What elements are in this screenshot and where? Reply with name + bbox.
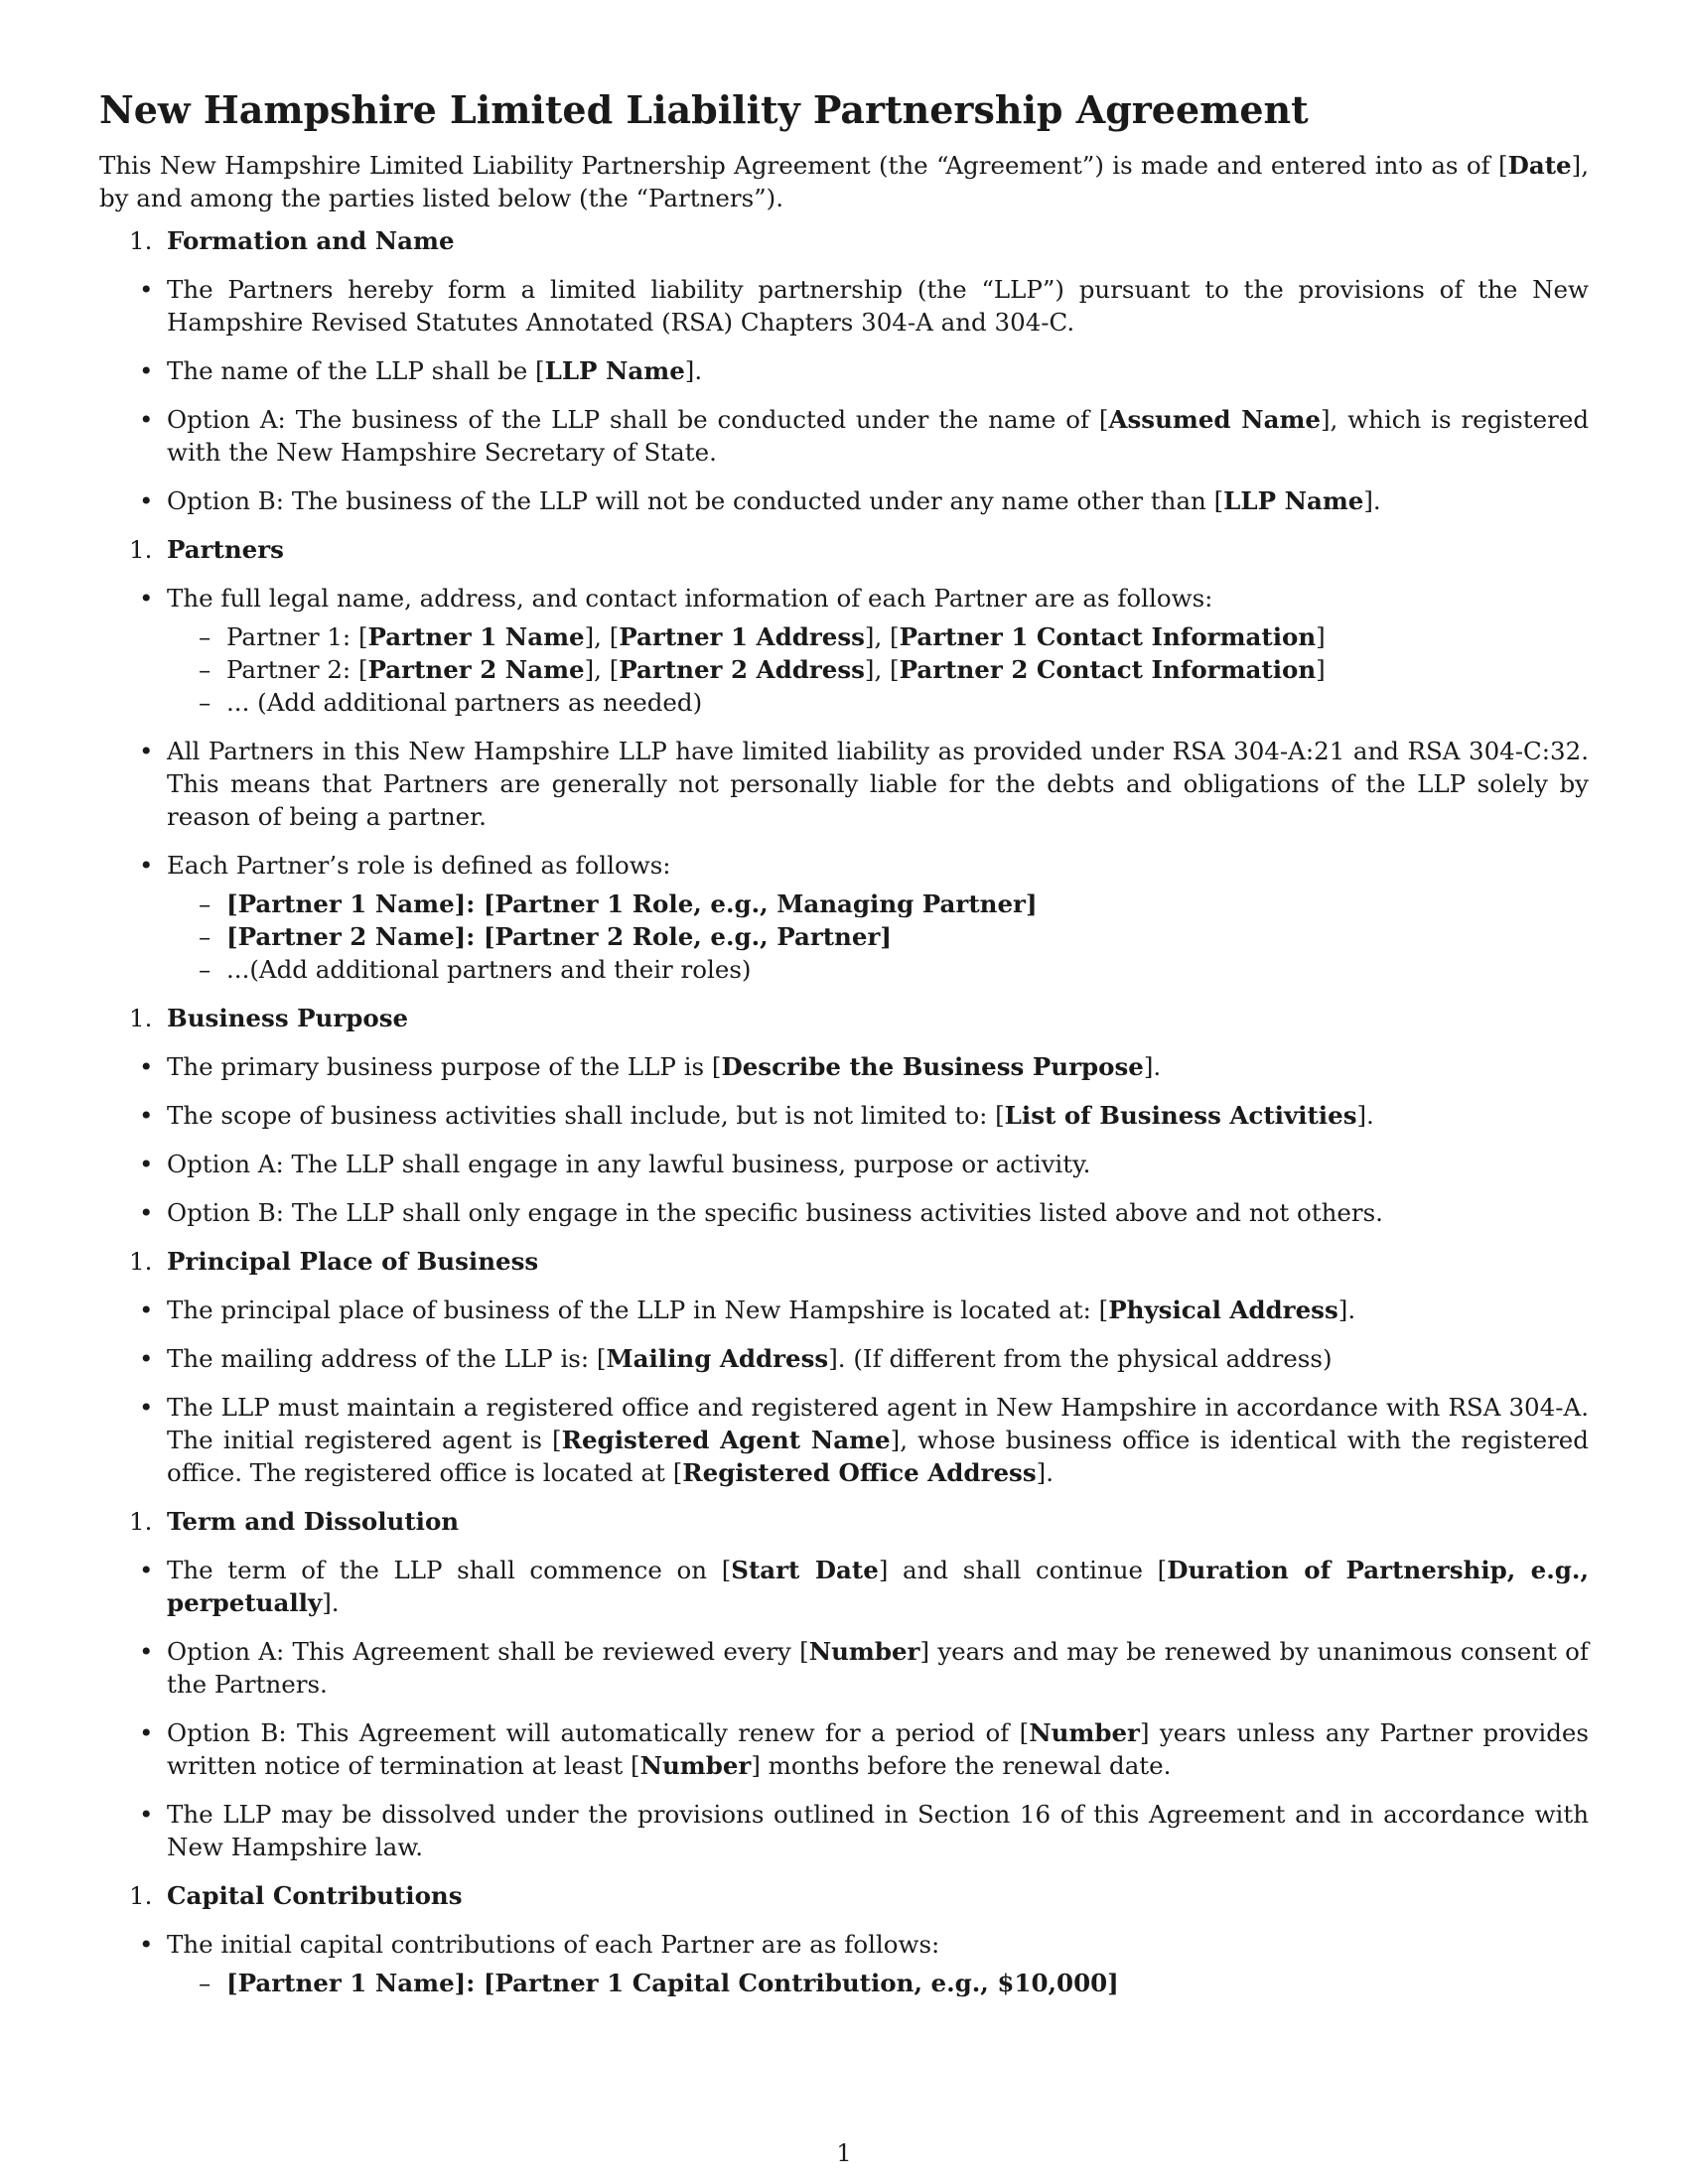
partner-info-item: – ... (Add additional partners as needed) — [167, 686, 1589, 719]
partner-role-item: – [Partner 2 Name]: [Partner 2 Role, e.g., Partner] — [167, 920, 1589, 953]
intro-text-start: This New Hampshire Limited Liability Partnership Agreement (the “Agreement”) is made and entered into as of [ — [99, 151, 1508, 180]
section-heading-term — [99, 1505, 1589, 1538]
document-title: New Hampshire Limited Liability Partnership Agreement — [99, 87, 1309, 132]
section-number: 1. — [129, 535, 153, 564]
list-item: • The primary business purpose of the LLP is [Describe the Business Purpose]. — [99, 1050, 1589, 1083]
section-purpose-list — [99, 1050, 1589, 1229]
list-item: • Option A: The LLP shall engage in any lawful business, purpose or activity. — [99, 1148, 1589, 1180]
list-item: • Option B: The LLP shall only engage in the specific business activities listed above and not others. — [99, 1196, 1589, 1229]
section-heading-purpose — [99, 1002, 1589, 1034]
placeholder-field: Assumed Name — [1108, 405, 1321, 434]
capital-contribution-item: – [Partner 1 Name]: [Partner 1 Capital Contribution, e.g., $10,000] — [167, 1967, 1589, 1999]
list-item: • Option B: This Agreement will automatically renew for a period of [Number] years unless any Partner provides written notice of termination at least [Number] months before the renewal date. — [99, 1716, 1589, 1782]
section-heading-partners — [99, 533, 1589, 566]
list-item: • The name of the LLP shall be [LLP Name]. — [99, 354, 1589, 387]
section-number: 1. — [129, 1881, 153, 1910]
capital-contribution-list — [167, 1967, 1589, 1999]
section-heading-place — [99, 1245, 1589, 1278]
page-number: 1 — [836, 2139, 852, 2167]
list-item: • Option A: The business of the LLP shall be conducted under the name of [Assumed Name], which is registered with the New Hampshire Secretary of State. — [99, 403, 1589, 469]
section-term-list — [99, 1554, 1589, 1863]
list-item: • The scope of business activities shall include, but is not limited to: [List of Business Activities]. — [99, 1099, 1589, 1132]
partner-role-item: – ...(Add additional partners and their roles) — [167, 953, 1589, 986]
placeholder-field: Number — [639, 1751, 752, 1780]
list-item: • The term of the LLP shall commence on [Start Date] and shall continue [Duration of Partnership, e.g., perpetually]. — [99, 1554, 1589, 1619]
section-capital-list — [99, 1928, 1589, 1999]
section-heading-capital — [99, 1879, 1589, 1912]
section-number: 1. — [129, 1507, 153, 1536]
list-item: • The LLP must maintain a registered office and registered agent in New Hampshire in accordance with RSA 304-A. The initial registered agent is [Registered Agent Name], whose business office is identical with the registered office. The registered office is located at [Registered Office Address]. — [99, 1391, 1589, 1489]
placeholder-field: Number — [808, 1637, 920, 1666]
list-item: • The initial capital contributions of each Partner are as follows: – [Partner 1 Name]: [Partner 1 Capital Contribution, e.g., $10,000] — [99, 1928, 1589, 1999]
date-field: Date — [1507, 151, 1572, 180]
section-formation-list — [99, 273, 1589, 517]
partner-info-list — [167, 620, 1589, 719]
partner-info-item: – Partner 2: [Partner 2 Name], [Partner 2 Address], [Partner 2 Contact Information] — [167, 653, 1589, 686]
document-page — [99, 87, 1589, 2015]
list-item: • Option B: The business of the LLP will not be conducted under any name other than [LLP Name]. — [99, 484, 1589, 517]
section-title: Partners — [167, 535, 284, 564]
placeholder-field: Physical Address — [1108, 1296, 1338, 1324]
placeholder-field: Duration of Partnership, e.g., perpetually — [167, 1556, 1589, 1617]
section-title: Capital Contributions — [167, 1881, 463, 1910]
partner-info-item: – Partner 1: [Partner 1 Name], [Partner 1 Address], [Partner 1 Contact Information] — [167, 620, 1589, 653]
section-title: Principal Place of Business — [167, 1247, 539, 1276]
placeholder-field: LLP Name — [1223, 486, 1364, 515]
section-title: Business Purpose — [167, 1004, 409, 1032]
list-item: • The full legal name, address, and contact information of each Partner are as follows: – Partner 1: [Partner 1 Name], [Partner 1 Address], [Partner 1 Contact Information] – Partner 2: [Partner 2 Name], [Partner 2 Address], [Partner 2 Contact Information] – ... (Add additional partners as needed) — [99, 582, 1589, 719]
partner-role-list — [167, 887, 1589, 986]
partner-role-item: – [Partner 1 Name]: [Partner 1 Role, e.g., Managing Partner] — [167, 887, 1589, 920]
section-title: Term and Dissolution — [167, 1507, 460, 1536]
section-place-list — [99, 1294, 1589, 1489]
list-item: • The Partners hereby form a limited liability partnership (the “LLP”) pursuant to the provisions of the New Hampshire Revised Statutes Annotated (RSA) Chapters 304-A and 304-C. — [99, 273, 1589, 339]
list-item: • Each Partner’s role is defined as follows: – [Partner 1 Name]: [Partner 1 Role, e.g., Managing Partner] – [Partner 2 Name]: [Partner 2 Role, e.g., Partner] – ...(Add additional partners and their roles) — [99, 849, 1589, 986]
intro-paragraph — [99, 149, 1589, 214]
placeholder-field: Registered Agent Name — [561, 1426, 891, 1454]
placeholder-field: Describe the Business Purpose — [721, 1052, 1144, 1081]
list-item: • The principal place of business of the LLP in New Hampshire is located at: [Physical Address]. — [99, 1294, 1589, 1326]
section-number: 1. — [129, 1004, 153, 1032]
list-item: • All Partners in this New Hampshire LLP have limited liability as provided under RSA 304-A:21 and RSA 304-C:32. This means that Partners are generally not personally liable for the debts and obligations of the LLP solely by reason of being a partner. — [99, 735, 1589, 833]
section-title: Formation and Name — [167, 226, 455, 255]
placeholder-field: List of Business Activities — [1004, 1101, 1357, 1130]
placeholder-field: LLP Name — [544, 356, 685, 385]
list-item: • The LLP may be dissolved under the provisions outlined in Section 16 of this Agreement and in accordance with New Hampshire law. — [99, 1798, 1589, 1863]
placeholder-field: Start Date — [731, 1556, 879, 1584]
list-item: • The mailing address of the LLP is: [Mailing Address]. (If different from the physical address) — [99, 1342, 1589, 1375]
section-partners-list — [99, 582, 1589, 986]
intro-text-end: ], by and among the parties listed below (the “Partners”). — [99, 151, 1589, 212]
section-number: 1. — [129, 1247, 153, 1276]
placeholder-field: Number — [1029, 1718, 1140, 1747]
list-item: • Option A: This Agreement shall be reviewed every [Number] years and may be renewed by unanimous consent of the Partners. — [99, 1635, 1589, 1701]
section-heading-formation — [99, 224, 1589, 257]
placeholder-field: Mailing Address — [606, 1344, 829, 1373]
placeholder-field: Registered Office Address — [682, 1458, 1037, 1487]
section-number: 1. — [129, 226, 153, 255]
